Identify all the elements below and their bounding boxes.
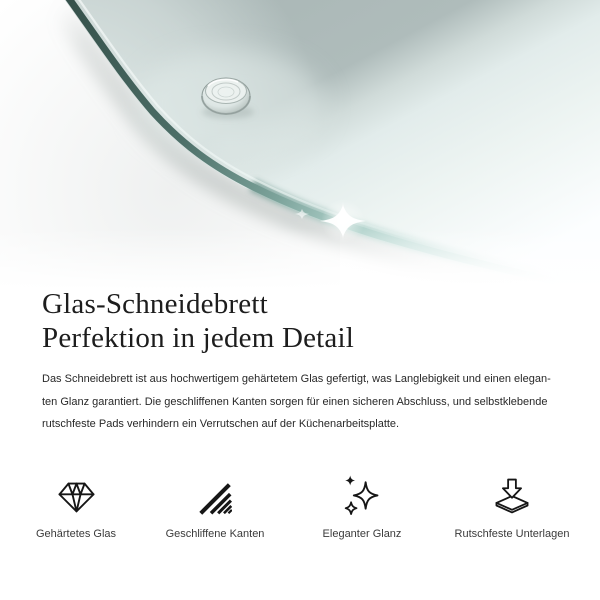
feature-label: Geschliffene Kanten [165,528,265,540]
product-description [42,368,551,436]
feature-label: Rutschfeste Unterlagen [454,528,570,540]
product-photo [0,0,600,292]
feature-nonslip-pads [427,474,597,541]
page-title [42,287,354,355]
feature-row [0,474,600,554]
description-line: Das Schneidebrett ist aus hochwertigem gehärtetem Glas gefertigt, was Langlebigkeit und einen elegan- [42,373,551,385]
feature-ground-edges [130,474,300,541]
feature-label: Eleganter Glanz [322,528,402,540]
feature-elegant-shine [277,474,447,541]
sparkles-icon [342,474,382,516]
title-line-1: Glas-Schneidebrett [42,288,268,320]
diamond-icon [55,474,98,516]
bevel-lines-icon [199,474,232,516]
title-line-2: Perfektion in jedem Detail [42,322,355,354]
feature-label: Gehärtetes Glas [35,528,117,540]
description-line: rutschfeste Pads verhindern ein Verrutschen auf der Küchenarbeitsplatte. [42,418,400,431]
description-line: ten Glanz garantiert. Die geschliffenen Kanten sorgen für einen sicheren Abschluss, und selbstklebende [42,395,548,408]
pad-arrow-icon [493,474,531,516]
